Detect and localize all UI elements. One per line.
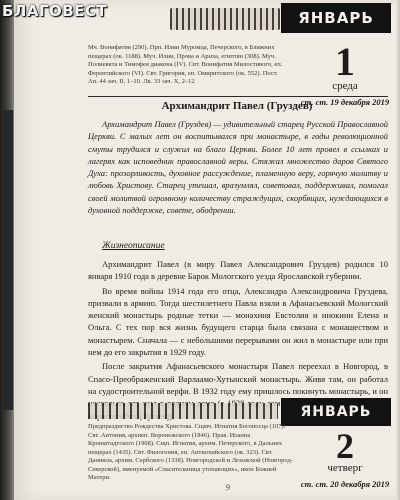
saints-of-day-note: Мч. Вонифатия (290). Прп. Илии Муромца, Печерского, в Ближних пещерах (ок. 1188). Муч. Илии, Прова и Ариха, египтян (308). Муч. Полиевкта и Тимофея диакона (IV). Свт. Вонифатия Милостивого, еп. Ферентийского (VI). Свт. Григория, еп. Омиритского (ок. 552). Пост. Ап. 44 зач. II, 1–10. Лк. 33 зач. X, 2–12 [88,44,283,85]
old-style-date: ст. ст. 19 декабря 2019 [300,97,390,107]
watermark-logo: БЛАГОВЕСТ [2,2,108,20]
next-month-label: ЯНВАРЬ [281,398,391,426]
facing-page-photo [3,110,14,410]
article-title: Архимандрит Павел (Груздев) [161,100,313,112]
biography-paragraph: После закрытия Афанасьевского монастыря Павел переехал в Новгород, в Спасо-Преображенский Варлаамо-Хутынский монастырь. Живя там, он работал на судостроительной верфи. В 1932 году ему пришлось покинуть монастырь, и он [88,361,388,396]
next-saints-note: Предпразднство Рождества Христова. Сщмч. Игнатия Богоносца (107). Свт. Антония, архиеп. Воронежского (1846). Прав. Иоанна Кронштадтского (1908). Сщп. Игнатия, архим. Печерского, в Дальних пещерах (1435). Свт. Филогония, еп. Антиохийского (ок. 323). Свт. Даниила, архим. Сербского (1338). Новгородской и Леховской (Новгород-Северской), именуемой «Спасительница утопающих», икон Божией Матери. [88,423,293,481]
divider-rule [88,96,388,97]
month-label: ЯНВАРЬ [281,3,391,33]
ornament-border-top [170,8,280,30]
date-block [300,39,390,107]
page-number: 9 [226,483,230,492]
biography-paragraph: Во время войны 1914 года его отца, Александра Александровича Груздева, призвали в армию. Тогда шестилетнего Павла взяли в Афанасьевский Мологский женский монастырь родные тетки — монахиня Евстолия и инокини Елена и Ольга. С тех пор вся жизнь будущего старца была связана с монашеством и монастырем. Сначала — с небольшими перерывами он жил в монастыре или при нем до его закрытия в 1929 году. [88,285,388,358]
next-old-style-date: ст. ст. 20 декабря 2019 [300,479,390,489]
section-heading: Жизнеописание [102,241,165,251]
next-date-block [300,428,390,489]
ornament-border-bottom [88,403,278,419]
next-day-number: 2 [336,426,354,466]
biography-paragraph: Архимандрит Павел (в миру Павел Александрович Груздев) родился 10 января 1910 года в деревне Барок Мологского уезда Ярославской губернии. [88,259,388,282]
day-number: 1 [335,39,355,84]
weekday-label: среда [332,80,358,92]
next-weekday-label: четверг [327,462,363,474]
article-intro: Архимандрит Павел (Груздев) — удивительный старец Русской Православной Церкви. С малых лет он воспитывался при монастыре, в годы революционной смуты трудился и служил на благо Церкви. Более 10 лет провел в ссылках и лагерях как исповедник православной веры. Стяжал множество даров Святого Духа: прозорливость, духовное рассуждение, пламенную веру, горячую молитву и любовь Христову. Старец утешал, вразумлял, советовал, поддерживал, помогал своей молитвой огромному количеству страждущих, скорбящих, нуждающихся в духовной поддержке, совете, ободрении. [88,119,388,216]
page-edge [396,0,400,500]
